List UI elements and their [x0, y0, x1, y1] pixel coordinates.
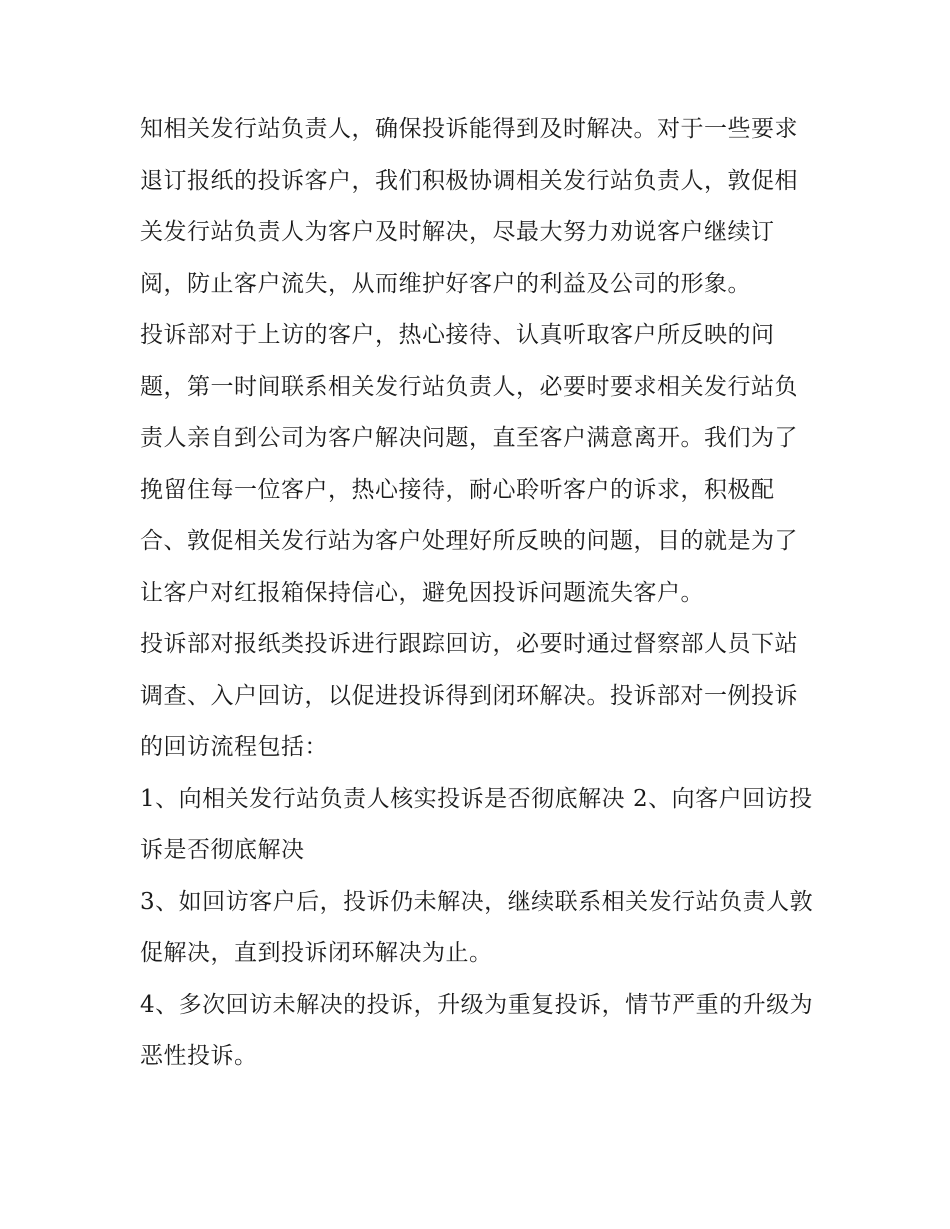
- paragraph-visiting-customers: 投诉部对于上访的客户，热心接待、认真听取客户所反映的问题，第一时间联系相关发行站负责人，必要时要求相关发行站负责人亲自到公司为客户解决问题，直至客户满意离开。我们为了挽留住每一位客户，热心接待，耐心聆听客户的诉求，积极配合、敦促相关发行站为客户处理好所反映的问题，目的就是为了让客户对红报箱保持信心，避免因投诉问题流失客户。: [140, 322, 798, 606]
- paragraph-customer-retention: 知相关发行站负责人，确保投诉能得到及时解决。对于一些要求退订报纸的投诉客户，我们积极协调相关发行站负责人，敦促相关发行站负责人为客户及时解决，尽最大努力劝说客户继续订阅，防止客户流失，从而维护好客户的利益及公司的形象。: [140, 116, 798, 297]
- list-item-step-4: 4、多次回访未解决的投诉，升级为重复投诉，情节严重的升级为恶性投诉。: [140, 991, 814, 1069]
- paragraph-follow-up-process: 投诉部对报纸类投诉进行跟踪回访，必要时通过督察部人员下站调查、入户回访，以促进投诉得到闭环解决。投诉部对一例投诉的回访流程包括：: [140, 631, 798, 760]
- document-body: [140, 104, 820, 1083]
- list-item-step-1-2: 1、向相关发行站负责人核实投诉是否彻底解决 2、向客户回访投诉是否彻底解决: [140, 785, 813, 863]
- list-item-step-3: 3、如回访客户后，投诉仍未解决，继续联系相关发行站负责人敦促解决，直到投诉闭环解决为止。: [140, 888, 814, 966]
